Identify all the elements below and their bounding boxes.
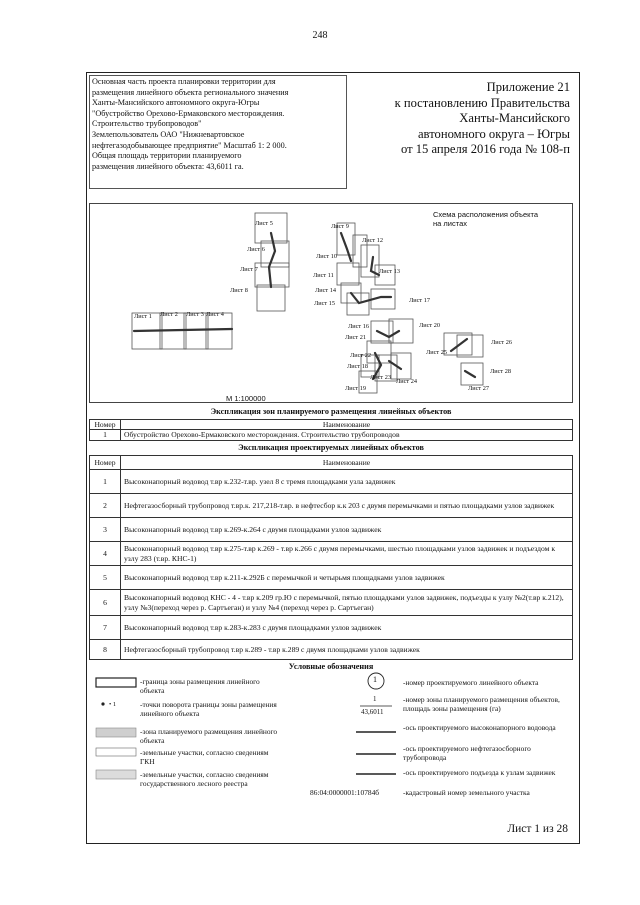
gkn-symbol bbox=[96, 748, 136, 756]
table-row bbox=[90, 470, 573, 494]
sheet-label: Лист 27 bbox=[468, 385, 490, 392]
legend-item: -ось проектируемого нефтегазосборного трубопровода bbox=[403, 744, 531, 763]
sheet-label: Лист 24 bbox=[396, 378, 418, 385]
sheet-label: Лист 3 bbox=[186, 311, 204, 318]
cadastral-example: 86:04:0000001:10784б bbox=[310, 788, 380, 797]
forest-registry-symbol bbox=[96, 770, 136, 779]
legend-item: -номер зоны планируемого размещения объектов, площадь зоны размещения (га) bbox=[403, 695, 560, 714]
row-name: Обустройство Орехово-Ермаковского месторождения. Строительство трубопроводов bbox=[121, 430, 573, 440]
sheet-label: Лист 12 bbox=[362, 237, 384, 244]
sheet-frame bbox=[391, 353, 411, 379]
map-scale: М 1:100000 bbox=[226, 394, 266, 403]
title-line: "Обустройство Орехово-Ермаковского месторождения. bbox=[92, 108, 285, 118]
sheet-frame bbox=[444, 333, 472, 355]
map-legend-line: Схема расположения объекта bbox=[433, 210, 538, 219]
row-number: 1 bbox=[90, 430, 121, 440]
row-number: 6 bbox=[90, 590, 121, 616]
title-line: Строительство трубопроводов" bbox=[92, 119, 202, 129]
appendix-line: Приложение 21 bbox=[486, 80, 570, 94]
title-block-text bbox=[92, 77, 288, 172]
pipeline-path bbox=[451, 339, 467, 351]
sheet-label: Лист 21 bbox=[345, 334, 367, 341]
turn-point-symbol bbox=[101, 702, 104, 705]
appendix-line: автономного округа – Югры bbox=[417, 126, 570, 141]
appendix-line: от 15 апреля 2016 года № 108-п bbox=[400, 142, 570, 157]
sheet-label: Лист 19 bbox=[345, 385, 367, 392]
objects-table-title: Экспликация проектируемых линейных объектов bbox=[238, 443, 424, 452]
table-row bbox=[90, 640, 573, 660]
title-line: Землепользователь ОАО "Нижневартовское bbox=[92, 129, 245, 139]
sheet-label: Лист 17 bbox=[409, 297, 431, 304]
sheet-label: Лист 4 bbox=[206, 311, 224, 318]
table-row bbox=[90, 430, 573, 440]
sheet-label: Лист 7 bbox=[240, 266, 258, 273]
sheet-label: Лист 14 bbox=[315, 287, 337, 294]
title-line: Общая площадь территории планируемого bbox=[92, 151, 242, 161]
appendix-heading bbox=[395, 80, 570, 158]
table-row bbox=[90, 590, 573, 616]
legend-item: -зона планируемого размещения линейного объекта bbox=[140, 727, 278, 746]
row-number: 1 bbox=[90, 470, 121, 494]
row-number: 8 bbox=[90, 640, 121, 660]
sheet-label: Лист 20 bbox=[419, 322, 441, 329]
column-header: Номер bbox=[90, 420, 121, 430]
sheet-label: Лист 15 bbox=[314, 300, 336, 307]
table-row bbox=[90, 566, 573, 590]
sheet-label: Лист 6 bbox=[247, 246, 265, 253]
legend-item: -граница зоны размещения линейного объекта bbox=[140, 677, 260, 696]
turn-point-number: • 1 bbox=[109, 701, 117, 708]
row-name: Нефтегазосборный трубопровод т.вр к.289 - т.вр к.289 с двумя площадками узлов задвижек bbox=[121, 640, 573, 660]
sheet-label: Лист 10 bbox=[316, 253, 338, 260]
legend-right-symbols bbox=[352, 672, 400, 784]
sheet-label: Лист 18 bbox=[347, 363, 369, 370]
sheet-frame bbox=[457, 335, 483, 357]
objects-table bbox=[89, 455, 573, 660]
appendix-line: Ханты-Мансийского bbox=[459, 111, 570, 126]
row-name: Высоконапорный водовод КНС - 4 - т.вр к.209 гр.Ю с перемычкой, пятью площадками узлов задвижек, подъезды к узлу №2(т.вр к.212), узлу №3(переход через р. Сартъеган) и узлу №4 (переход через р. Сартъеган) bbox=[121, 590, 573, 616]
zone-number: 1 bbox=[373, 695, 377, 703]
appendix-line: к постановлению Правительства bbox=[394, 95, 570, 110]
map-legend-line: на листах bbox=[433, 219, 467, 228]
pipeline-path bbox=[134, 329, 232, 331]
pipeline-path bbox=[377, 331, 399, 337]
pipeline-path bbox=[341, 233, 351, 261]
pipeline-path bbox=[465, 371, 475, 377]
row-number: 2 bbox=[90, 494, 121, 518]
table-row bbox=[90, 518, 573, 542]
sheet-label: Лист 13 bbox=[379, 268, 401, 275]
title-line: Ханты-Мансийского автономного округа-Югры bbox=[92, 98, 260, 108]
column-header: Наименование bbox=[121, 456, 573, 470]
boundary-symbol bbox=[96, 678, 136, 687]
legend-item: -точки поворота границы зоны размещения линейного объекта bbox=[140, 700, 277, 719]
sheet-label: Лист 22 bbox=[350, 352, 372, 359]
row-name: Высоконапорный водовод т.вр к.269-к.264 с двумя площадками узлов задвижек bbox=[121, 518, 573, 542]
row-number: 3 bbox=[90, 518, 121, 542]
row-number: 4 bbox=[90, 542, 121, 566]
sheet-frame bbox=[371, 321, 393, 343]
sheet-label: Лист 11 bbox=[313, 272, 334, 279]
table-row bbox=[90, 616, 573, 640]
row-name: Высоконапорный водовод т.вр к.232-т.вр. узел 8 с тремя площадками узла задвижек bbox=[121, 470, 573, 494]
sheet-label: Лист 9 bbox=[331, 223, 349, 230]
legend-item: -номер проектируемого линейного объекта bbox=[403, 678, 539, 687]
page-number: 248 bbox=[312, 30, 328, 41]
zone-symbol bbox=[96, 728, 136, 737]
legend-item: -кадастровый номер земельного участка bbox=[403, 788, 530, 797]
sheet-number: Лист 1 из 28 bbox=[507, 823, 568, 835]
column-header: Номер bbox=[90, 456, 121, 470]
legend-item: -земельные участки, согласно сведениям ГКН bbox=[140, 748, 269, 767]
table-header-row bbox=[90, 420, 573, 430]
sheet-frame bbox=[206, 313, 232, 349]
title-line: нефтегазодобывающее предприятие" Масштаб 1: 2 000. bbox=[92, 140, 287, 150]
legend-item: -земельные участки, согласно сведениям государственного лесного реестра bbox=[140, 770, 269, 789]
table-header-row bbox=[90, 456, 573, 470]
table-row bbox=[90, 542, 573, 566]
sheet-label: Лист 8 bbox=[230, 287, 248, 294]
sheet-frame bbox=[257, 285, 285, 311]
sheet-frame bbox=[361, 245, 379, 277]
object-number: 1 bbox=[373, 675, 377, 684]
legend-item: -ось проектируемого высоконапорного водовода bbox=[403, 723, 556, 732]
sheet-label: Лист 28 bbox=[490, 368, 512, 375]
legend-item: -ось проектируемого подъезда к узлам задвижек bbox=[403, 768, 556, 777]
map-legend-title bbox=[433, 210, 538, 228]
row-number: 5 bbox=[90, 566, 121, 590]
sheet-label: Лист 23 bbox=[370, 374, 392, 381]
sheet-label: Лист 5 bbox=[255, 220, 273, 227]
sheet-label: Лист 25 bbox=[426, 349, 448, 356]
title-line: размещения линейного объекта: 43,6011 га. bbox=[92, 161, 244, 171]
table-row bbox=[90, 494, 573, 518]
sheet-label: Лист 16 bbox=[348, 323, 370, 330]
row-name: Высоконапорный водовод т.вр к.275-т.вр к.269 - т.вр к.266 с двумя перемычками, шестью площадками узлов задвижек и подъездом к узлу 283 (т.вр. КНС-1) bbox=[121, 542, 573, 566]
row-number: 7 bbox=[90, 616, 121, 640]
sheet-label: Лист 2 bbox=[160, 311, 178, 318]
legend-title: Условные обозначения bbox=[288, 662, 374, 671]
title-line: размещения линейного объекта регионального значения bbox=[92, 87, 289, 97]
title-line: Основная часть проекта планировки территории для bbox=[92, 77, 276, 86]
zone-area: 43,6011 bbox=[361, 708, 384, 716]
column-header: Наименование bbox=[121, 420, 573, 430]
row-name: Высоконапорный водовод т.вр к.211-к.292Б с перемычкой и четырьмя площадками узлов задвижек bbox=[121, 566, 573, 590]
zones-table bbox=[89, 419, 573, 441]
row-name: Нефтегазосборный трубопровод т.вр.к. 217,218-т.вр. в нефтесбор к.к 203 с двумя перемычками и пятью площадками узлов задвижек bbox=[121, 494, 573, 518]
sheet-frame bbox=[347, 293, 369, 315]
legend-left-symbols bbox=[95, 676, 139, 788]
zones-table-title: Экспликация зон планируемого размещения линейных объектов bbox=[210, 407, 452, 416]
sheet-frame bbox=[255, 213, 287, 243]
row-name: Высоконапорный водовод т.вр к.283-к.283 с двумя площадками узлов задвижек bbox=[121, 616, 573, 640]
sheet-label: Лист 26 bbox=[491, 339, 513, 346]
sheet-frame bbox=[337, 263, 359, 285]
sheet-label: Лист 1 bbox=[134, 313, 152, 320]
